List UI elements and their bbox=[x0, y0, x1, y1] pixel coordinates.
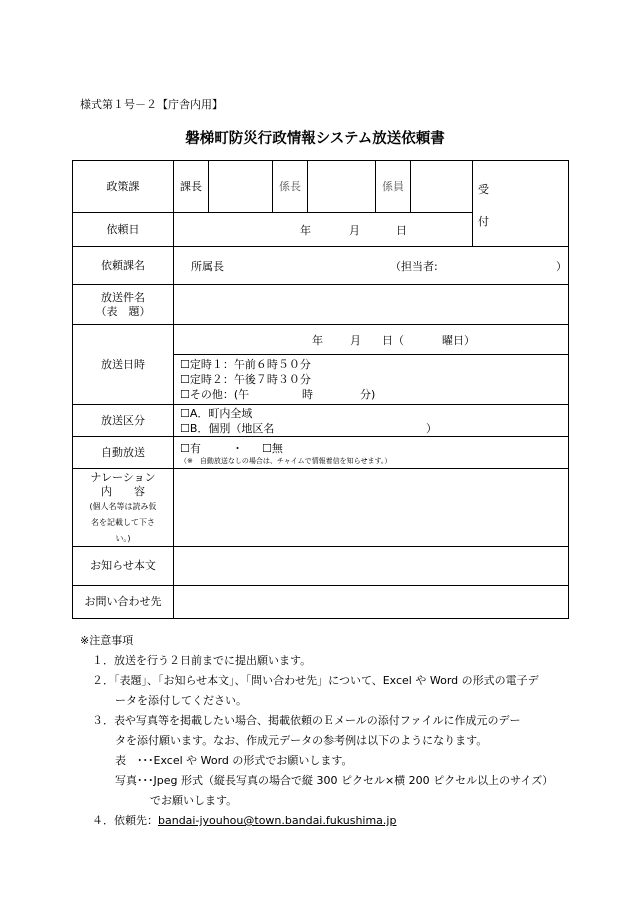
note-item-3-line-1: ３．表や写真等を掲載したい場合、掲載依頼のＥメールの添付ファイルに作成元のデー bbox=[92, 714, 521, 727]
note-item-1: １．放送を行う２日前までに提出願います。 bbox=[92, 654, 312, 667]
time-option-3-min: 分) bbox=[360, 388, 376, 401]
narration-label-2: 内 容 bbox=[101, 484, 145, 498]
receipt-label-2: 付 bbox=[478, 215, 489, 228]
receipt-label-1: 受 bbox=[478, 183, 489, 196]
broadcast-area-row bbox=[73, 405, 569, 437]
broadcast-area-label: 放送区分 bbox=[73, 405, 174, 437]
broadcast-date-field[interactable] bbox=[174, 325, 569, 355]
request-date-field[interactable] bbox=[174, 213, 473, 247]
inquiry-field[interactable] bbox=[174, 586, 569, 619]
auto-separator: ・ bbox=[232, 441, 243, 455]
area-option-a[interactable]: ☐A．町内全域 bbox=[180, 406, 253, 420]
note-item-3-table: 表 ･･･Excel や Word の形式でお願いします。 bbox=[115, 754, 353, 767]
note-item-2-line-1: ２．「表題」、「お知らせ本文」、「問い合わせ先」について、Excel や Word の形式の電子デ bbox=[92, 674, 539, 687]
contact-close: ） bbox=[556, 259, 567, 273]
contact-open: （担当者: bbox=[390, 259, 438, 273]
time-option-3-prefix: ☐その他：(午 bbox=[180, 388, 250, 401]
date-month: 月 bbox=[349, 223, 360, 237]
note-item-3-photo: 写真･･･Jpeg 形式（縦長写真の場合で縦 300 ピクセル×横 200 ピクセル以上のサイズ） bbox=[115, 774, 554, 787]
broadcast-title-label-2: （表 題） bbox=[95, 304, 151, 318]
narration-label-1: ナレーション bbox=[90, 470, 156, 484]
requester-field[interactable] bbox=[174, 247, 569, 285]
notes-heading: ※注意事項 bbox=[80, 634, 134, 647]
narration-note-3: い。) bbox=[115, 533, 131, 543]
requester-row bbox=[73, 247, 569, 285]
broadcast-area-options bbox=[174, 405, 569, 437]
sub-chief-stamp-cell[interactable] bbox=[308, 161, 376, 213]
notes-section bbox=[80, 631, 600, 831]
date-year: 年 bbox=[300, 223, 311, 237]
auto-yes-checkbox[interactable]: ☐有 bbox=[180, 441, 201, 455]
narration-note-2: 名を記載して下さ bbox=[91, 517, 155, 527]
position-label: 所属長 bbox=[191, 259, 224, 273]
notice-body-field[interactable] bbox=[174, 547, 569, 586]
auto-no-checkbox[interactable]: ☐無 bbox=[262, 441, 283, 455]
bd-year: 年 bbox=[312, 333, 323, 347]
note-item-2-line-2: ータを添付してください。 bbox=[115, 694, 247, 707]
policy-section-label: 政策課 bbox=[73, 161, 174, 213]
chief-label: 課長 bbox=[174, 161, 209, 213]
request-form-table bbox=[72, 160, 569, 619]
auto-broadcast-row bbox=[73, 437, 569, 469]
sub-chief-label: 係長 bbox=[273, 161, 308, 213]
staff-stamp-cell[interactable] bbox=[411, 161, 473, 213]
notice-body-label: お知らせ本文 bbox=[73, 547, 174, 586]
bd-weekday-close: 曜日） bbox=[442, 333, 475, 347]
broadcast-datetime-row-1 bbox=[73, 325, 569, 355]
time-option-1[interactable]: ☐定時１：午前６時５０分 bbox=[180, 358, 311, 371]
area-option-b-close: ） bbox=[426, 421, 437, 435]
receipt-cell[interactable] bbox=[473, 161, 569, 247]
broadcast-title-field[interactable] bbox=[174, 285, 569, 325]
page-title: 磐梯町防災行政情報システム放送依頼書 bbox=[185, 131, 445, 147]
auto-broadcast-note: （※ 自動放送なしの場合は、チャイムで情報着信を知らせます。） bbox=[180, 456, 392, 465]
note-item-3-line-2: タを添付願います。なお、作成元データの参考例は以下のようになります。 bbox=[115, 734, 488, 747]
broadcast-title-row bbox=[73, 285, 569, 325]
broadcast-title-label bbox=[73, 285, 174, 325]
date-day: 日 bbox=[396, 223, 407, 237]
area-option-b-label: ☐B．個別（地区名 bbox=[180, 421, 275, 435]
note-item-4 bbox=[80, 811, 600, 831]
inquiry-row bbox=[73, 586, 569, 619]
narration-note-1: (個人名等は読み仮 bbox=[89, 501, 157, 511]
bd-month: 月 bbox=[350, 333, 361, 347]
broadcast-time-options bbox=[174, 355, 569, 405]
note-item-3-photo-cont: でお願いします。 bbox=[150, 794, 238, 807]
staff-label: 係員 bbox=[376, 161, 411, 213]
form-number: 様式第１号－２【庁舎内用】 bbox=[80, 98, 223, 111]
area-option-b[interactable] bbox=[180, 421, 568, 436]
request-email-link[interactable]: bandai-jyouhou@town.bandai.fukushima.jp bbox=[158, 814, 397, 827]
requester-label: 依頼課名 bbox=[73, 247, 174, 285]
inquiry-label: お問い合わせ先 bbox=[73, 586, 174, 619]
time-option-3-hour: 時 bbox=[302, 388, 313, 401]
auto-broadcast-label: 自動放送 bbox=[73, 437, 174, 469]
broadcast-datetime-label: 放送日時 bbox=[73, 325, 174, 405]
time-option-3[interactable] bbox=[180, 387, 568, 402]
time-option-2[interactable]: ☐定時２：午後７時３０分 bbox=[180, 373, 311, 386]
narration-row bbox=[73, 469, 569, 547]
chief-stamp-cell[interactable] bbox=[209, 161, 273, 213]
note-item-4-prefix: ４．依頼先： bbox=[92, 814, 158, 827]
notice-body-row bbox=[73, 547, 569, 586]
auto-broadcast-options bbox=[174, 437, 569, 469]
narration-field[interactable] bbox=[174, 469, 569, 547]
request-date-label: 依頼日 bbox=[73, 213, 174, 247]
narration-label bbox=[73, 469, 174, 547]
policy-section-row bbox=[73, 161, 569, 213]
broadcast-title-label-1: 放送件名 bbox=[101, 290, 145, 304]
bd-day-open: 日（ bbox=[382, 333, 404, 347]
